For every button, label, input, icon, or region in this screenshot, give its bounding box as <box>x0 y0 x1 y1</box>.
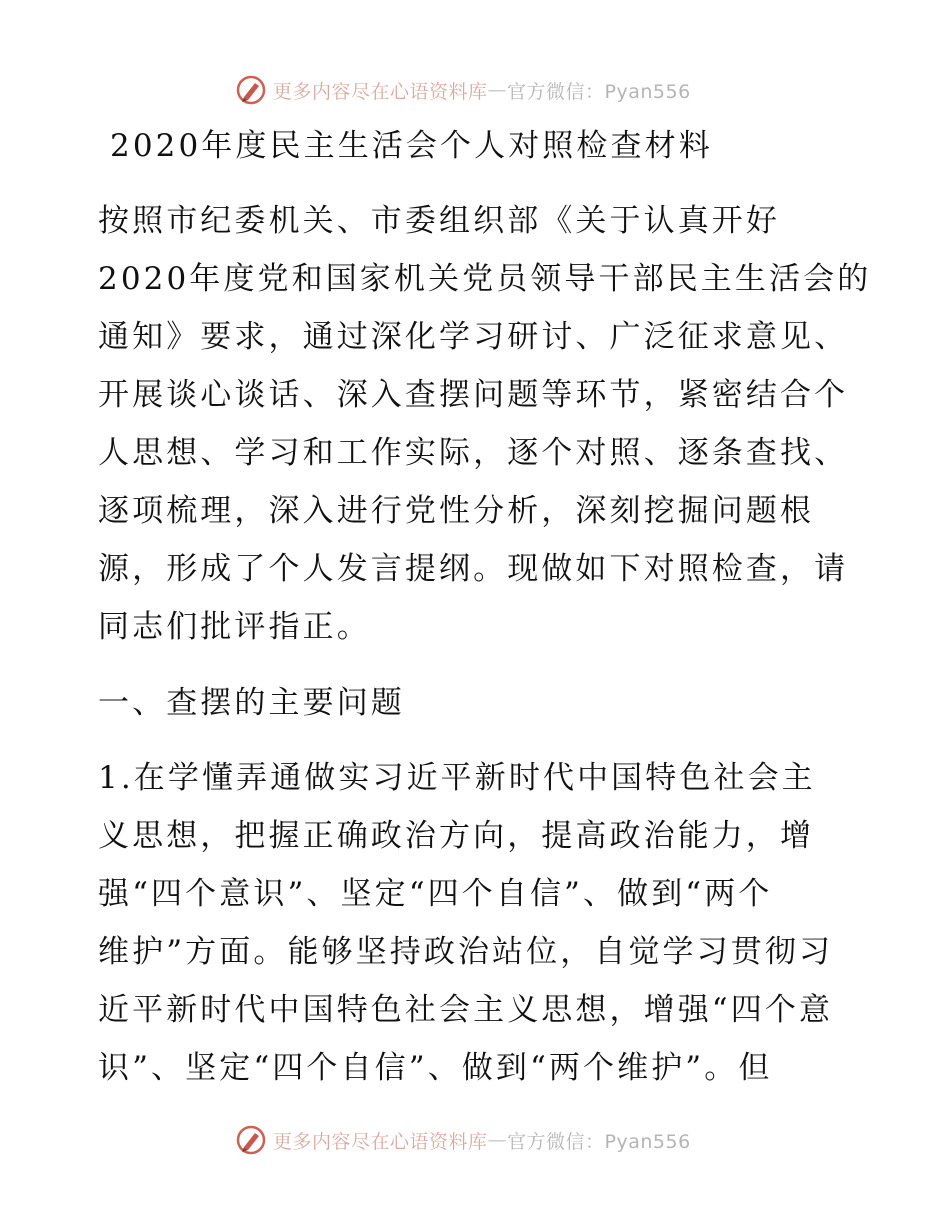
paragraph-line: 近平新时代中国特色社会主义思想，增强“四个意 <box>98 992 834 1028</box>
paragraph-line: 人思想、学习和工作实际，逐个对照、逐条查找、 <box>98 435 849 471</box>
watermark-separator: — <box>487 79 508 101</box>
pen-logo-icon <box>235 1124 267 1156</box>
watermark-separator: — <box>487 1129 508 1151</box>
paragraph-line: 同志们批评指正。 <box>98 609 371 645</box>
paragraph-line: 开展谈心谈话、深入查摆问题等环节，紧密结合个 <box>98 377 849 413</box>
paragraph-line: 按照市纪委机关、市委组织部《关于认真开好 <box>98 203 780 239</box>
section-heading: 一、查摆的主要问题 <box>98 685 405 721</box>
watermark-contact: 官方微信：Pyan556 <box>507 1130 691 1153</box>
paragraph-line: 1.在学懂弄通做实习近平新时代中国特色社会主 <box>98 760 816 796</box>
paragraph-line: 义思想，把握正确政治方向，提高政治能力，增 <box>98 818 815 854</box>
document-title: 2020年度民主生活会个人对照检查材料 <box>110 128 713 164</box>
footer-watermark <box>235 1122 691 1158</box>
paragraph-line: 源，形成了个人发言提纲。现做如下对照检查，请 <box>98 551 849 587</box>
header-watermark <box>235 72 691 108</box>
paragraph-line: 通知》要求，通过深化学习研讨、广泛征求意见、 <box>98 319 849 355</box>
paragraph-line: 识”、坚定“四个自信”、做到“两个维护”。但 <box>98 1050 773 1086</box>
paragraph-line: 2020年度党和国家机关党员领导干部民主生活会的 <box>98 261 872 297</box>
pen-logo-icon <box>235 74 267 106</box>
paragraph-line: 维护”方面。能够坚持政治站位，自觉学习贯彻习 <box>98 934 834 970</box>
watermark-text: 更多内容尽在心语资料库 <box>273 1130 488 1153</box>
paragraph-line: 逐项梳理，深入进行党性分析，深刻挖掘问题根 <box>98 493 815 529</box>
paragraph-line: 强“四个意识”、坚定“四个自信”、做到“两个 <box>98 876 773 912</box>
watermark-contact: 官方微信：Pyan556 <box>507 80 691 103</box>
watermark-text: 更多内容尽在心语资料库 <box>273 80 488 103</box>
